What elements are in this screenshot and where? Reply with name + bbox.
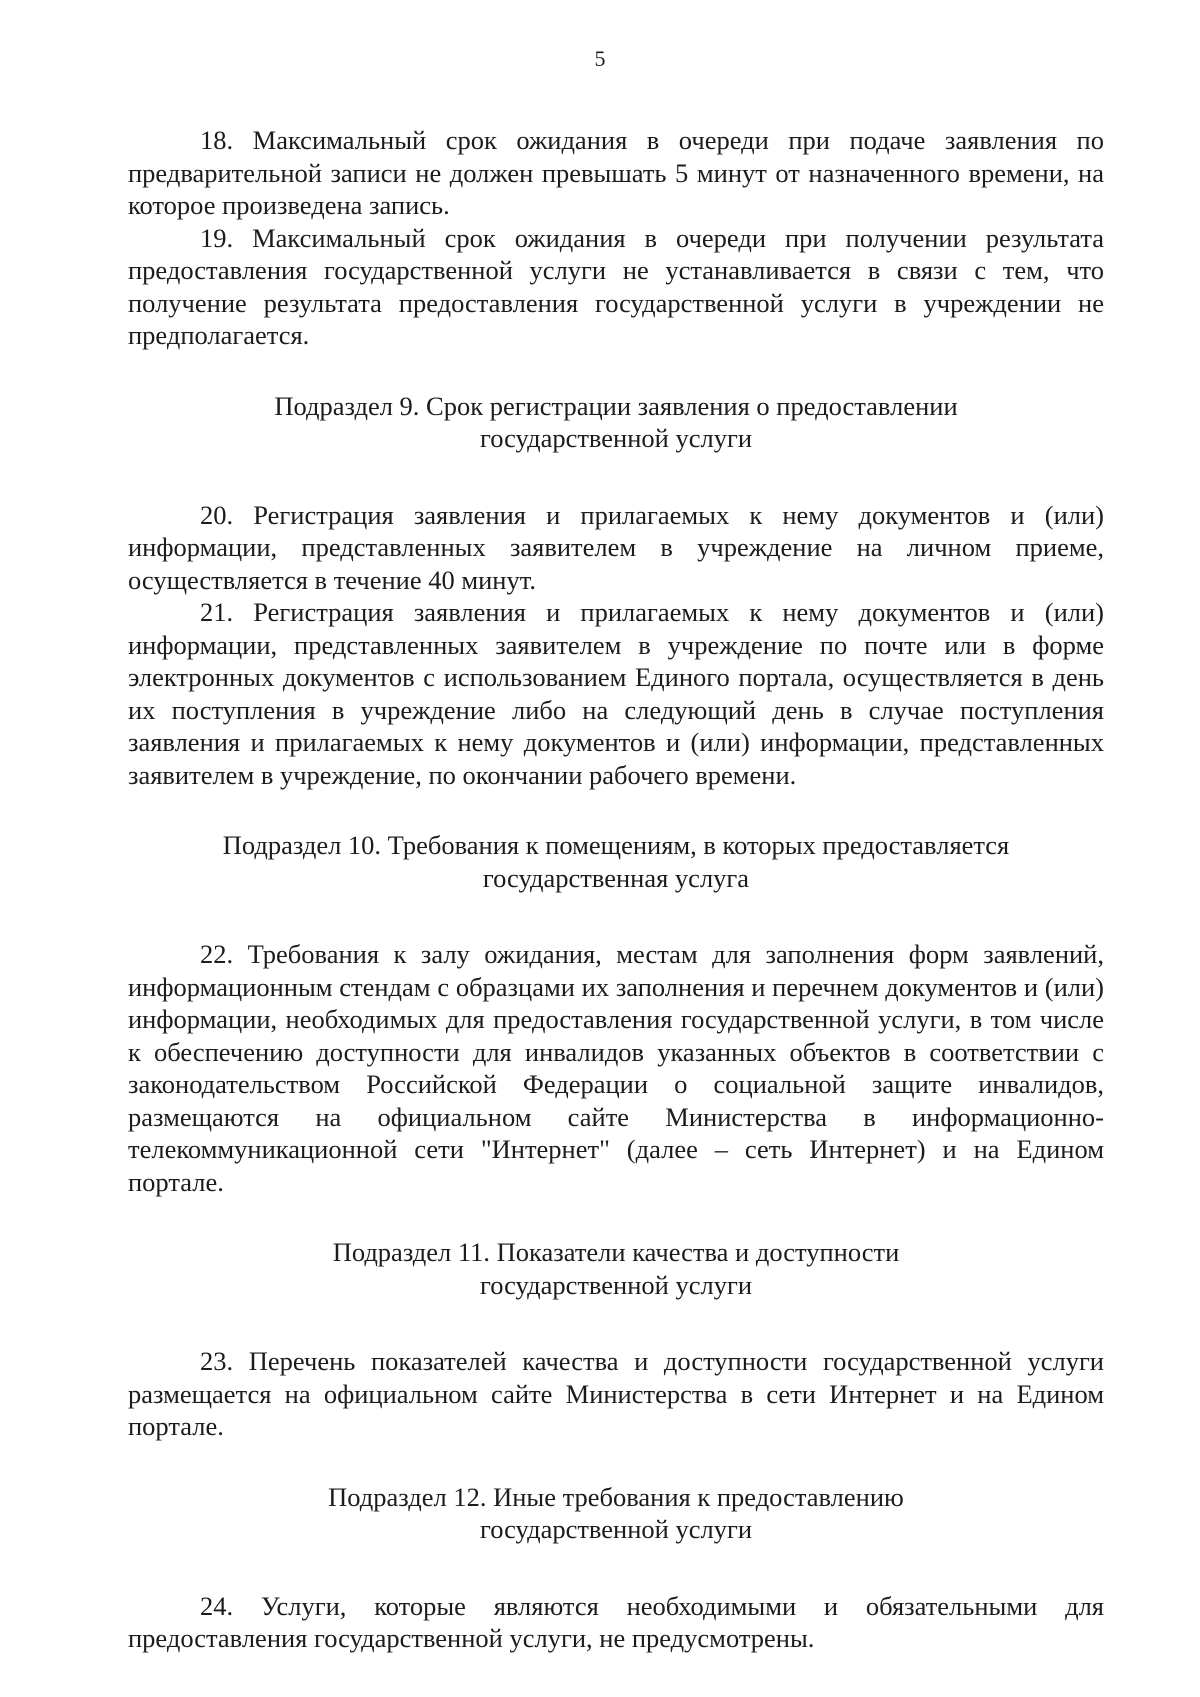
subsection-12-title-line-2: государственной услуги xyxy=(479,1514,753,1544)
paragraph-19: 19. Максимальный срок ожидания в очереди при получении результата предоставления государственной услуги не устанавливается в связи с тем, что получение результата предоставления государственной услуги в учреждении не предполагается. xyxy=(128,222,1104,350)
paragraph-24: 24. Услуги, которые являются необходимыми и обязательными для предоставления государственной услуги, не предусмотрены. xyxy=(128,1590,1104,1653)
document-body xyxy=(128,124,1104,1655)
subsection-11-title-line-2: государственной услуги xyxy=(479,1269,753,1300)
subsection-9-title-line-1: Подраздел 9. Срок регистрации заявления о предоставлении xyxy=(274,390,958,421)
subsection-9-heading xyxy=(128,390,1104,455)
subsection-12-heading xyxy=(128,1481,1104,1546)
paragraph-21: 21. Регистрация заявления и прилагаемых к нему документов и (или) информации, представленных заявителем в учреждение по почте или в форме электронных документов с использованием Единого портала, осуществляется в день их поступления в учреждение либо на следующий день в случае поступления заявления и прилагаемых к нему документов и (или) информации, представленных заявителем в учреждение, по окончании рабочего времени. xyxy=(128,597,1104,790)
page-number: 5 xyxy=(594,46,606,71)
spacer xyxy=(128,791,1104,829)
subsection-11-title-line-1: Подраздел 11. Показатели качества и доступности xyxy=(332,1237,900,1267)
paragraph-23: 23. Перечень показателей качества и доступности государственной услуги размещается на официальном сайте Министерства в сети Интернет и на Едином портале. xyxy=(128,1346,1104,1441)
spacer xyxy=(128,1443,1104,1481)
subsection-10-heading xyxy=(128,829,1104,894)
spacer xyxy=(128,894,1104,938)
paragraph-20: 20. Регистрация заявления и прилагаемых к нему документов и (или) информации, представленных заявителем в учреждение на личном приеме, осуществляется в течение 40 минут. xyxy=(128,499,1104,595)
spacer xyxy=(128,1198,1104,1236)
paragraph-22: 22. Требования к залу ожидания, местам для заполнения форм заявлений, информационным стендам с образцами их заполнения и перечнем документов и (или) информации, необходимых для предоставления государственной услуги, в том числе к обеспечению доступности для инвалидов указанных объектов в соответствии с законодательством Российской Федерации о социальной защите инвалидов, размещаются на официальном сайте Министерства в информационно-телекоммуникационной сети "Интернет" (далее – сеть Интернет) и на Едином портале. xyxy=(128,939,1104,1197)
subsection-10-title-line-2: государственная услуга xyxy=(482,862,750,893)
spacer xyxy=(128,455,1104,499)
subsection-11-heading xyxy=(128,1236,1104,1301)
spacer xyxy=(128,1546,1104,1590)
subsection-12-title-line-1: Подраздел 12. Иные требования к предоставлению xyxy=(328,1481,904,1512)
subsection-10-title-line-1: Подраздел 10. Требования к помещениям, в которых предоставляется xyxy=(222,830,1010,860)
spacer xyxy=(128,352,1104,390)
spacer xyxy=(128,1301,1104,1345)
paragraph-18: 18. Максимальный срок ожидания в очереди при подаче заявления по предварительной записи не должен превышать 5 минут от назначенного времени, на которое произведена запись. xyxy=(128,125,1104,220)
subsection-9-title-line-2: государственной услуги xyxy=(479,423,753,453)
